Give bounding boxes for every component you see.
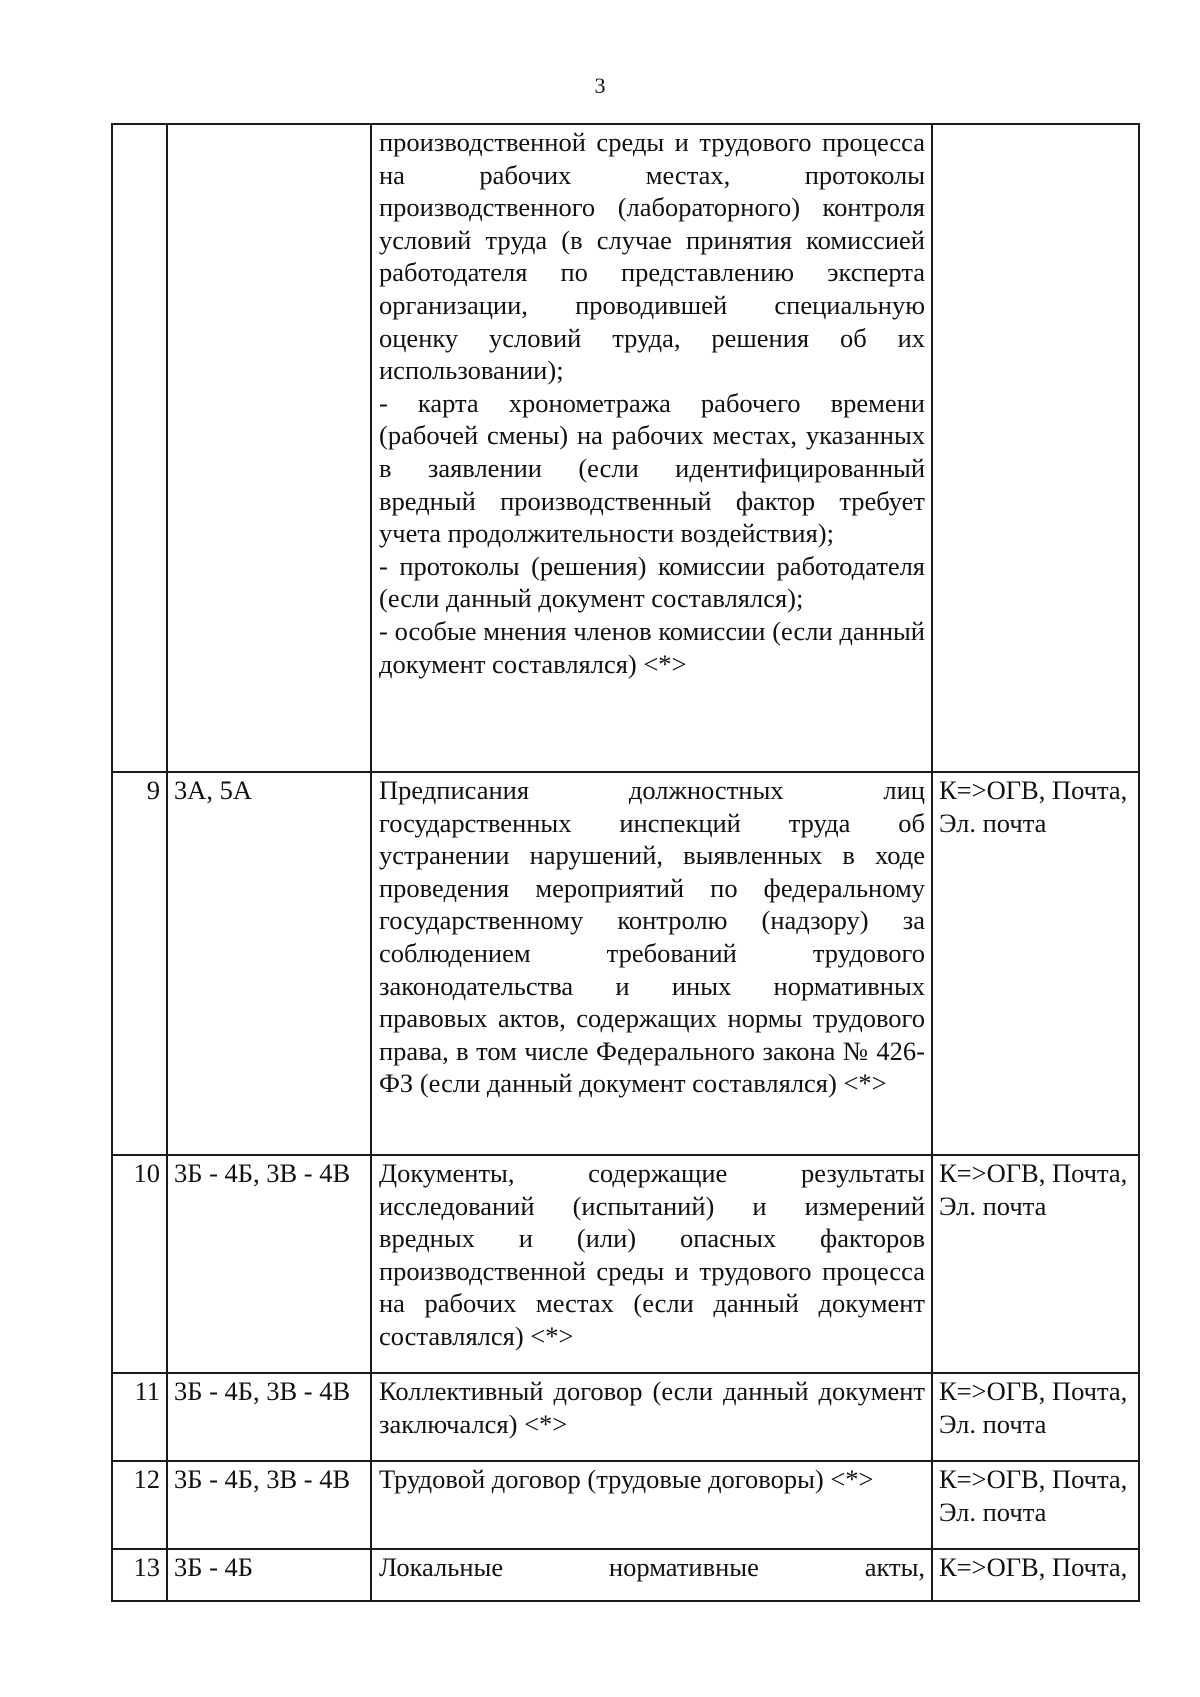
table-row bbox=[112, 124, 1139, 772]
row-number-cell bbox=[112, 124, 167, 772]
method-line: К=>ОГВ, Почта, bbox=[939, 1552, 1128, 1582]
row-description-cell bbox=[371, 124, 932, 772]
description-paragraph: Трудовой договор (трудовые договоры) <*> bbox=[379, 1464, 874, 1494]
row-description-cell bbox=[371, 1549, 932, 1601]
row-number-cell: 9 bbox=[112, 772, 167, 1155]
row-number-cell: 12 bbox=[112, 1461, 167, 1549]
description-paragraph: Документы, содержащие результаты исследований (испытаний) и измерений вредных и (или) опасных факторов производственной среды и трудового процесса на рабочих местах (если данный документ составлялся) <*> bbox=[379, 1158, 925, 1351]
method-line: К=>ОГВ, Почта, bbox=[939, 1464, 1128, 1494]
row-method-cell bbox=[932, 772, 1139, 1155]
row-code-cell: 3Б - 4Б, 3В - 4В bbox=[167, 1155, 371, 1373]
row-description-cell bbox=[371, 1373, 932, 1461]
row-method-cell bbox=[932, 1461, 1139, 1549]
row-description-cell bbox=[371, 772, 932, 1155]
row-method-cell bbox=[932, 1155, 1139, 1373]
row-description-cell bbox=[371, 1461, 932, 1549]
table-row bbox=[112, 1373, 1139, 1461]
row-number-cell: 11 bbox=[112, 1373, 167, 1461]
row-code-cell: 3Б - 4Б, 3В - 4В bbox=[167, 1373, 371, 1461]
method-line: Эл. почта bbox=[939, 807, 1047, 838]
table-row bbox=[112, 1549, 1139, 1601]
page-number: 3 bbox=[594, 73, 606, 98]
row-method-cell bbox=[932, 1373, 1139, 1461]
description-paragraph: - особые мнения членов комиссии (если данный документ составлялся) <*> bbox=[379, 615, 925, 679]
description-paragraph: Предписания должностных лиц государственных инспекций труда об устранении нарушений, выявленных в ходе проведения мероприятий по федеральному государственному контролю (надзору) за соблюдением требований трудового законодательства и иных нормативных правовых актов, содержащих нормы трудового права, в том числе Федерального закона № 426-ФЗ (если данный документ составлялся) <*> bbox=[379, 775, 925, 1099]
description-paragraph: - карта хронометража рабочего времени (рабочей смены) на рабочих местах, указанных в заявлении (если идентифицированный вредный производственный фактор требует учета продолжительности воздействия); bbox=[379, 387, 925, 549]
table-row bbox=[112, 1155, 1139, 1373]
method-line: К=>ОГВ, Почта, bbox=[939, 775, 1128, 805]
table-row bbox=[112, 1461, 1139, 1549]
row-method-cell bbox=[932, 1549, 1139, 1601]
row-number-cell: 13 bbox=[112, 1549, 167, 1601]
row-code-cell: 3Б - 4Б, 3В - 4В bbox=[167, 1461, 371, 1549]
method-line: Эл. почта bbox=[939, 1496, 1047, 1527]
method-line: К=>ОГВ, Почта, bbox=[939, 1158, 1128, 1188]
documents-table bbox=[111, 123, 1140, 1602]
row-method-cell bbox=[932, 124, 1139, 772]
description-paragraph: Локальные нормативные акты, bbox=[379, 1552, 925, 1582]
row-code-cell: 3Б - 4Б bbox=[167, 1549, 371, 1601]
description-paragraph: производственной среды и трудового процесса на рабочих местах, протоколы производственного (лабораторного) контроля условий труда (в случае принятия комиссией работодателя по представлению эксперта организации, проводившей специальную оценку условий труда, решения об их использовании); bbox=[379, 127, 925, 386]
row-code-cell bbox=[167, 124, 371, 772]
method-line: К=>ОГВ, Почта, bbox=[939, 1376, 1128, 1406]
method-line: Эл. почта bbox=[939, 1408, 1047, 1439]
table-row bbox=[112, 772, 1139, 1155]
method-line: Эл. почта bbox=[939, 1190, 1047, 1221]
row-number-cell: 10 bbox=[112, 1155, 167, 1373]
description-paragraph: Коллективный договор (если данный документ заключался) <*> bbox=[379, 1376, 925, 1439]
row-code-cell: 3А, 5А bbox=[167, 772, 371, 1155]
row-description-cell bbox=[371, 1155, 932, 1373]
description-paragraph: - протоколы (решения) комиссии работодателя (если данный документ составлялся); bbox=[379, 550, 925, 614]
